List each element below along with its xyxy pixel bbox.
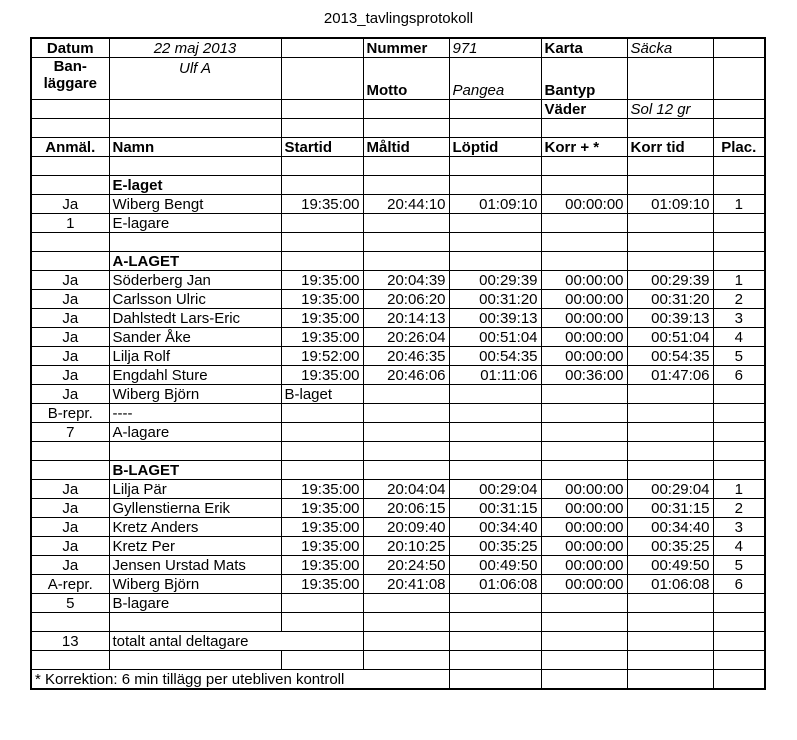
empty-cell <box>449 385 541 404</box>
alaget-heading: A-LAGET <box>109 252 281 271</box>
table-cell: Gyllenstierna Erik <box>109 499 281 518</box>
empty-cell <box>449 157 541 176</box>
table-cell: 00:54:35 <box>449 347 541 366</box>
info-row-banlaggare <box>31 58 765 100</box>
table-cell: 00:00:00 <box>541 518 627 537</box>
empty-cell <box>281 100 363 119</box>
empty-cell <box>627 442 713 461</box>
table-cell: 00:36:00 <box>541 366 627 385</box>
col-startid: Startid <box>281 138 363 157</box>
empty-cell <box>449 670 541 690</box>
table-cell: 00:54:35 <box>627 347 713 366</box>
table-cell: 19:35:00 <box>281 309 363 328</box>
table-cell: Dahlstedt Lars-Eric <box>109 309 281 328</box>
table-cell: 20:10:25 <box>363 537 449 556</box>
table-cell: 20:14:13 <box>363 309 449 328</box>
empty-cell <box>363 385 449 404</box>
cell-note: B-laget <box>281 385 363 404</box>
table-row <box>31 404 765 423</box>
elaget-heading: E-laget <box>109 176 281 195</box>
empty-cell <box>713 233 765 252</box>
empty-cell <box>281 442 363 461</box>
table-cell: 00:31:20 <box>449 290 541 309</box>
protocol-table <box>30 37 766 690</box>
empty-cell <box>627 58 713 100</box>
table-row <box>31 575 765 594</box>
table-cell: 00:39:13 <box>627 309 713 328</box>
empty-cell <box>627 651 713 670</box>
table-cell: Ja <box>31 499 109 518</box>
table-cell: Ja <box>31 328 109 347</box>
col-korrtid: Korr tid <box>627 138 713 157</box>
table-cell: Ja <box>31 518 109 537</box>
empty-cell <box>281 461 363 480</box>
empty-cell <box>31 176 109 195</box>
empty-cell <box>109 442 281 461</box>
table-row <box>31 366 765 385</box>
empty-cell <box>627 214 713 233</box>
alaget-rows <box>31 271 765 385</box>
empty-cell <box>541 176 627 195</box>
total-label: totalt antal deltagare <box>109 632 363 651</box>
table-cell: Ja <box>31 480 109 499</box>
footnote: * Korrektion: 6 min tillägg per utebliven kontroll <box>31 670 449 690</box>
table-cell: 19:35:00 <box>281 518 363 537</box>
table-row <box>31 385 765 404</box>
cell-lop: 01:09:10 <box>449 195 541 214</box>
empty-cell <box>281 214 363 233</box>
cell-plac: 1 <box>713 195 765 214</box>
table-row <box>31 195 765 214</box>
empty-cell <box>713 651 765 670</box>
empty-cell <box>713 252 765 271</box>
table-cell: 19:35:00 <box>281 290 363 309</box>
empty-cell <box>627 233 713 252</box>
empty-cell <box>281 404 363 423</box>
vader-label: Väder <box>541 100 627 119</box>
table-cell: 00:29:04 <box>627 480 713 499</box>
table-cell: 19:35:00 <box>281 537 363 556</box>
vader-value: Sol 12 gr <box>627 100 713 119</box>
column-header-row <box>31 138 765 157</box>
blaget-rows <box>31 480 765 594</box>
empty-cell <box>713 442 765 461</box>
banlaggare-value: Ulf A <box>109 58 281 100</box>
empty-cell <box>627 157 713 176</box>
elaget-count: 1 <box>31 214 109 233</box>
empty-cell <box>31 233 109 252</box>
empty-cell <box>627 176 713 195</box>
table-cell: 20:09:40 <box>363 518 449 537</box>
table-row <box>31 537 765 556</box>
table-cell: Ja <box>31 309 109 328</box>
table-cell: 00:00:00 <box>541 499 627 518</box>
empty-cell <box>31 100 109 119</box>
table-cell: 19:35:00 <box>281 271 363 290</box>
empty-cell <box>31 119 109 138</box>
empty-cell <box>281 58 363 100</box>
empty-cell <box>363 632 449 651</box>
empty-cell <box>449 214 541 233</box>
empty-cell <box>363 119 449 138</box>
empty-cell <box>713 100 765 119</box>
empty-cell <box>363 423 449 442</box>
empty-cell <box>449 594 541 613</box>
cell-mal: 20:44:10 <box>363 195 449 214</box>
table-cell: Carlsson Ulric <box>109 290 281 309</box>
table-cell: 00:29:04 <box>449 480 541 499</box>
table-cell: 00:00:00 <box>541 328 627 347</box>
table-cell: 5 <box>713 556 765 575</box>
cell-namn: ---- <box>109 404 281 423</box>
empty-cell <box>281 157 363 176</box>
empty-cell <box>713 461 765 480</box>
table-cell: 3 <box>713 518 765 537</box>
empty-cell <box>109 157 281 176</box>
table-cell: 00:49:50 <box>627 556 713 575</box>
empty-cell <box>541 252 627 271</box>
empty-cell <box>31 651 109 670</box>
table-cell: 20:04:04 <box>363 480 449 499</box>
empty-cell <box>281 176 363 195</box>
empty-cell <box>627 385 713 404</box>
empty-cell <box>31 461 109 480</box>
empty-cell <box>541 233 627 252</box>
empty-cell <box>713 423 765 442</box>
table-cell: 00:29:39 <box>449 271 541 290</box>
empty-cell <box>449 632 541 651</box>
empty-cell <box>713 594 765 613</box>
table-cell: Jensen Urstad Mats <box>109 556 281 575</box>
table-cell: Söderberg Jan <box>109 271 281 290</box>
cell-korr: 00:00:00 <box>541 195 627 214</box>
table-cell: 00:00:00 <box>541 347 627 366</box>
empty-cell <box>363 651 449 670</box>
empty-cell <box>281 38 363 58</box>
table-cell: 01:06:08 <box>627 575 713 594</box>
empty-cell <box>713 157 765 176</box>
blaget-count-label: B-lagare <box>109 594 281 613</box>
empty-cell <box>627 632 713 651</box>
empty-cell <box>713 385 765 404</box>
table-cell: Engdahl Sture <box>109 366 281 385</box>
table-cell: 00:31:15 <box>449 499 541 518</box>
blaget-heading: B-LAGET <box>109 461 281 480</box>
empty-cell <box>363 233 449 252</box>
table-cell: 00:29:39 <box>627 271 713 290</box>
table-cell: 00:00:00 <box>541 290 627 309</box>
empty-cell <box>31 442 109 461</box>
cell-anmal: Ja <box>31 385 109 404</box>
empty-cell <box>31 613 109 632</box>
col-maltid: Måltid <box>363 138 449 157</box>
table-row <box>31 271 765 290</box>
table-cell: 20:41:08 <box>363 575 449 594</box>
table-cell: 00:00:00 <box>541 271 627 290</box>
empty-cell <box>281 252 363 271</box>
table-row <box>31 499 765 518</box>
motto-value: Pangea <box>449 58 541 100</box>
empty-cell <box>541 214 627 233</box>
empty-cell <box>627 119 713 138</box>
datum-value: 22 maj 2013 <box>109 38 281 58</box>
table-cell: Ja <box>31 347 109 366</box>
empty-cell <box>541 613 627 632</box>
empty-cell <box>541 385 627 404</box>
empty-cell <box>109 119 281 138</box>
table-cell: 20:26:04 <box>363 328 449 347</box>
motto-label: Motto <box>363 58 449 100</box>
empty-cell <box>449 461 541 480</box>
table-cell: 00:39:13 <box>449 309 541 328</box>
table-cell: 00:49:50 <box>449 556 541 575</box>
empty-cell <box>363 461 449 480</box>
table-cell: 00:31:15 <box>627 499 713 518</box>
table-cell: 5 <box>713 347 765 366</box>
table-cell: 2 <box>713 499 765 518</box>
empty-cell <box>713 404 765 423</box>
table-cell: 20:04:39 <box>363 271 449 290</box>
table-cell: 19:52:00 <box>281 347 363 366</box>
table-cell: Ja <box>31 366 109 385</box>
table-cell: 00:34:40 <box>449 518 541 537</box>
empty-cell <box>713 214 765 233</box>
table-cell: 1 <box>713 480 765 499</box>
table-cell: 01:11:06 <box>449 366 541 385</box>
empty-cell <box>541 423 627 442</box>
empty-cell <box>627 423 713 442</box>
empty-cell <box>281 613 363 632</box>
table-cell: 2 <box>713 290 765 309</box>
table-cell: 00:34:40 <box>627 518 713 537</box>
col-loptid: Löptid <box>449 138 541 157</box>
empty-cell <box>713 670 765 690</box>
table-cell: 00:51:04 <box>449 328 541 347</box>
table-cell: 01:06:08 <box>449 575 541 594</box>
empty-cell <box>627 404 713 423</box>
empty-cell <box>449 442 541 461</box>
table-cell: 19:35:00 <box>281 499 363 518</box>
footnote-row <box>31 670 765 690</box>
table-cell: 1 <box>713 271 765 290</box>
empty-cell <box>713 58 765 100</box>
empty-cell <box>281 651 363 670</box>
empty-cell <box>363 594 449 613</box>
table-cell: Ja <box>31 290 109 309</box>
table-cell: 6 <box>713 575 765 594</box>
empty-cell <box>363 252 449 271</box>
empty-cell <box>541 461 627 480</box>
table-row <box>31 556 765 575</box>
elaget-count-label: E-lagare <box>109 214 281 233</box>
empty-cell <box>363 442 449 461</box>
table-cell: A-repr. <box>31 575 109 594</box>
table-cell: 00:31:20 <box>627 290 713 309</box>
empty-cell <box>713 38 765 58</box>
count-row <box>31 214 765 233</box>
table-cell: Wiberg Björn <box>109 575 281 594</box>
empty-cell <box>31 252 109 271</box>
table-cell: 00:00:00 <box>541 480 627 499</box>
empty-cell <box>109 100 281 119</box>
table-cell: 19:35:00 <box>281 480 363 499</box>
bantyp-label: Bantyp <box>541 58 627 100</box>
banlaggare-label: Ban-läggare <box>31 58 109 100</box>
total-row <box>31 632 765 651</box>
empty-cell <box>363 613 449 632</box>
col-namn: Namn <box>109 138 281 157</box>
nummer-value: 971 <box>449 38 541 58</box>
empty-cell <box>449 233 541 252</box>
empty-cell <box>541 594 627 613</box>
karta-value: Säcka <box>627 38 713 58</box>
table-cell: 19:35:00 <box>281 575 363 594</box>
table-row <box>31 480 765 499</box>
empty-cell <box>713 176 765 195</box>
empty-cell <box>627 252 713 271</box>
table-cell: 00:00:00 <box>541 575 627 594</box>
info-row-vader <box>31 100 765 119</box>
table-row <box>31 518 765 537</box>
empty-cell <box>713 632 765 651</box>
table-cell: 01:47:06 <box>627 366 713 385</box>
total-count: 13 <box>31 632 109 651</box>
empty-cell <box>713 119 765 138</box>
table-cell: Ja <box>31 556 109 575</box>
table-cell: Kretz Anders <box>109 518 281 537</box>
empty-cell <box>541 404 627 423</box>
table-cell: 4 <box>713 537 765 556</box>
empty-cell <box>449 651 541 670</box>
section-heading <box>31 252 765 271</box>
cell-korrtid: 01:09:10 <box>627 195 713 214</box>
empty-cell <box>627 613 713 632</box>
cell-start: 19:35:00 <box>281 195 363 214</box>
count-row <box>31 594 765 613</box>
section-heading <box>31 461 765 480</box>
table-cell: Lilja Pär <box>109 480 281 499</box>
table-cell: 20:06:20 <box>363 290 449 309</box>
empty-cell <box>109 651 281 670</box>
table-cell: 19:35:00 <box>281 556 363 575</box>
table-cell: 20:24:50 <box>363 556 449 575</box>
table-cell: 00:00:00 <box>541 537 627 556</box>
empty-cell <box>449 404 541 423</box>
table-cell: 00:00:00 <box>541 556 627 575</box>
table-row <box>31 328 765 347</box>
table-cell: Lilja Rolf <box>109 347 281 366</box>
empty-cell <box>363 176 449 195</box>
empty-cell <box>627 461 713 480</box>
empty-cell <box>281 233 363 252</box>
table-cell: 00:35:25 <box>627 537 713 556</box>
table-cell: 20:06:15 <box>363 499 449 518</box>
empty-cell <box>449 423 541 442</box>
empty-cell <box>541 632 627 651</box>
empty-cell <box>363 404 449 423</box>
empty-cell <box>541 157 627 176</box>
empty-cell <box>627 670 713 690</box>
table-cell: 3 <box>713 309 765 328</box>
empty-cell <box>363 100 449 119</box>
cell-namn: Wiberg Björn <box>109 385 281 404</box>
table-row <box>31 347 765 366</box>
empty-cell <box>449 252 541 271</box>
empty-cell <box>449 100 541 119</box>
table-cell: 00:00:00 <box>541 309 627 328</box>
table-cell: 19:35:00 <box>281 328 363 347</box>
empty-cell <box>449 613 541 632</box>
table-cell: Ja <box>31 537 109 556</box>
cell-anmal: Ja <box>31 195 109 214</box>
cell-namn: Wiberg Bengt <box>109 195 281 214</box>
table-cell: Sander Åke <box>109 328 281 347</box>
info-row-datum <box>31 38 765 58</box>
table-cell: 4 <box>713 328 765 347</box>
datum-label: Datum <box>31 38 109 58</box>
count-row <box>31 423 765 442</box>
empty-cell <box>363 157 449 176</box>
empty-cell <box>541 651 627 670</box>
empty-cell <box>713 613 765 632</box>
empty-cell <box>109 613 281 632</box>
empty-cell <box>281 423 363 442</box>
empty-cell <box>541 442 627 461</box>
empty-cell <box>31 157 109 176</box>
empty-cell <box>281 594 363 613</box>
table-cell: 19:35:00 <box>281 366 363 385</box>
col-anmal: Anmäl. <box>31 138 109 157</box>
alaget-count: 7 <box>31 423 109 442</box>
empty-cell <box>363 214 449 233</box>
karta-label: Karta <box>541 38 627 58</box>
empty-cell <box>449 176 541 195</box>
col-plac: Plac. <box>713 138 765 157</box>
blaget-count: 5 <box>31 594 109 613</box>
empty-cell <box>541 119 627 138</box>
empty-cell <box>109 233 281 252</box>
table-cell: 20:46:06 <box>363 366 449 385</box>
table-row <box>31 309 765 328</box>
alaget-count-label: A-lagare <box>109 423 281 442</box>
cell-anmal: B-repr. <box>31 404 109 423</box>
table-row <box>31 290 765 309</box>
table-cell: Kretz Per <box>109 537 281 556</box>
table-cell: 20:46:35 <box>363 347 449 366</box>
table-cell: Ja <box>31 271 109 290</box>
empty-cell <box>281 119 363 138</box>
col-korr: Korr + * <box>541 138 627 157</box>
table-cell: 6 <box>713 366 765 385</box>
empty-cell <box>627 594 713 613</box>
nummer-label: Nummer <box>363 38 449 58</box>
table-cell: 00:51:04 <box>627 328 713 347</box>
section-heading <box>31 176 765 195</box>
empty-cell <box>449 119 541 138</box>
table-cell: 00:35:25 <box>449 537 541 556</box>
page-title: 2013_tavlingsprotokoll <box>323 10 474 27</box>
empty-cell <box>541 670 627 690</box>
